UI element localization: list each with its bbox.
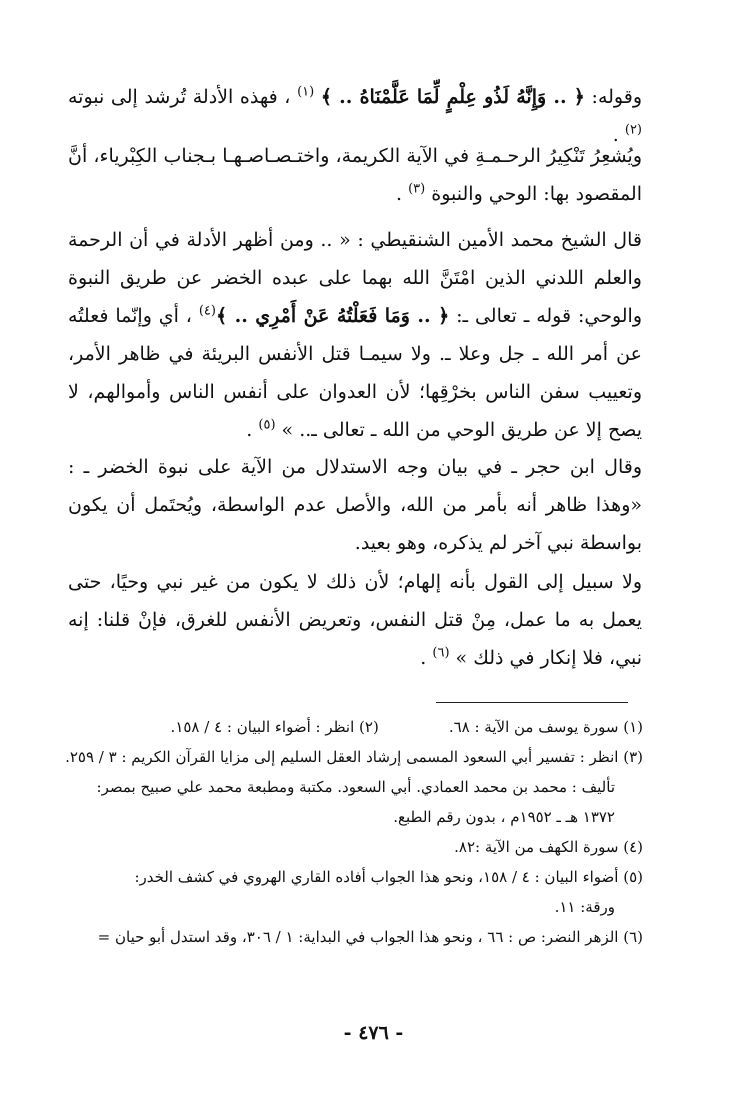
footnote-ref-4[interactable]: (٤): [198, 303, 216, 319]
footnote-ref-1[interactable]: (١): [297, 84, 315, 100]
paragraph-1-end: .: [612, 124, 625, 146]
paragraph-3-intro: قال الشيخ محمد الأمين الشنقيطي : « .. ومن أظهر الأدلة في أن الرحمة والعلم اللدني الذين امْتَنَّ الله بهما على عبده الخضر عن طريق النبوة والوحي: قوله ـ تعالى ـ:: [68, 229, 643, 327]
paragraph-4-text: وقال ابن حجر ـ في بيان وجه الاستدلال من الآية على نبوة الخضر ـ : «وهذا ظاهر أنه بأمر من الله، والأصل عدم الواسطة، ويُحتَمل أن يكون بواسطة نبي آخر لم يذكره، وهو بعيد.: [68, 456, 642, 554]
paragraph-2-end: .: [396, 183, 409, 205]
footnote-ref-2[interactable]: (٢): [624, 122, 642, 138]
paragraph-5-end: .: [420, 647, 433, 669]
footnote-3: (٣) انظر : تفسير أبي السعود المسمى إرشاد العقل السليم إلى مزايا القرآن الكريم : ٣ / ٢٥٩.: [65, 748, 643, 766]
footnote-6: (٦) الزهر النضر: ص : ٦٦ ، ونحو هذا الجواب في البداية: ١ / ٣٠٦، وقد استدل أبو حيان =: [97, 928, 643, 946]
quran-verse-1: ﴿ .. وَإِنَّهُ لَذُو عِلْمٍ لِّمَا عَلَّمْنَاهُ .. ﴾: [320, 86, 585, 108]
footnote-2: (٢) انظر : أضواء البيان : ٤ / ١٥٨.: [170, 718, 379, 736]
footnote-row: [55, 712, 643, 742]
footnotes: [55, 712, 643, 952]
paragraph-3-text: ، أي وإنّما فعلتُه عن أمر الله ـ جل وعلا ـ. ولا سيمـا قتل الأنفس البريئة في ظاهر الأمر، وتعييب سفن الناس بخرْقِها؛ لأن العدوان على أنفس الناس وأموالهم، لا يصح إلا عن طريق الوحي من الله ـ تعالى ـ.. »: [68, 305, 642, 441]
paragraph-5-text: ولا سبيل إلى القول بأنه إلهام؛ لأن ذلك لا يكون من غير نبي وحيًا، حتى يعمل به ما عمل، مِنْ قتل النفس، وتعريض الأنفس للغرق، فإنْ قلنا: إنه نبي، فلا إنكار في ذلك »: [68, 571, 642, 669]
footnote-5-line-2: ورقة: ١١.: [554, 898, 615, 916]
paragraph-4: [68, 448, 642, 562]
footnote-ref-6[interactable]: (٦): [432, 645, 450, 661]
paragraph-3-end: .: [246, 419, 259, 441]
paragraph-1-text: ، فهذه الأدلة تُرشد إلى نبوته: [68, 86, 298, 108]
paragraph-1-intro: وقوله:: [584, 86, 642, 108]
paragraph-3: [68, 221, 642, 449]
footnote-ref-3[interactable]: (٣): [408, 181, 426, 197]
page-number: - ٤٧٦ -: [343, 1022, 404, 1044]
footnote-5: (٥) أضواء البيان : ٤ / ١٥٨، ونحو هذا الجواب أفاده القاري الهروي في كشف الخدر:: [134, 868, 643, 886]
quran-verse-2: ﴿ .. وَمَا فَعَلْتُهُ عَنْ أَمْرِي .. ﴾: [215, 305, 450, 327]
paragraph-2-text: ويُشعِرُ تَنْكِيرُ الرحـمـةِ في الآية الكريمة، واختـصـاصـهـا بـجناب الكِبْرياء، أنَّ المقصود بها: الوحي والنبوة: [68, 145, 642, 205]
footnote-ref-5[interactable]: (٥): [258, 417, 276, 433]
footnote-3-line-2: تأليف : محمد بن محمد العمادي. أبي السعود. مكتبة ومطبعة محمد علي صبيح بمصر:: [96, 778, 615, 796]
footnote-1: (١) سورة يوسف من الآية : ٦٨.: [448, 718, 643, 736]
paragraph-2: [68, 137, 642, 213]
paragraph-5: [68, 563, 642, 677]
footnote-3-line-3: ١٣٧٢ هـ ـ ١٩٥٢م ، بدون رقم الطبع.: [393, 808, 615, 826]
footnote-4: (٤) سورة الكهف من الآية :٨٢.: [454, 838, 643, 856]
footnote-separator: [436, 702, 628, 703]
